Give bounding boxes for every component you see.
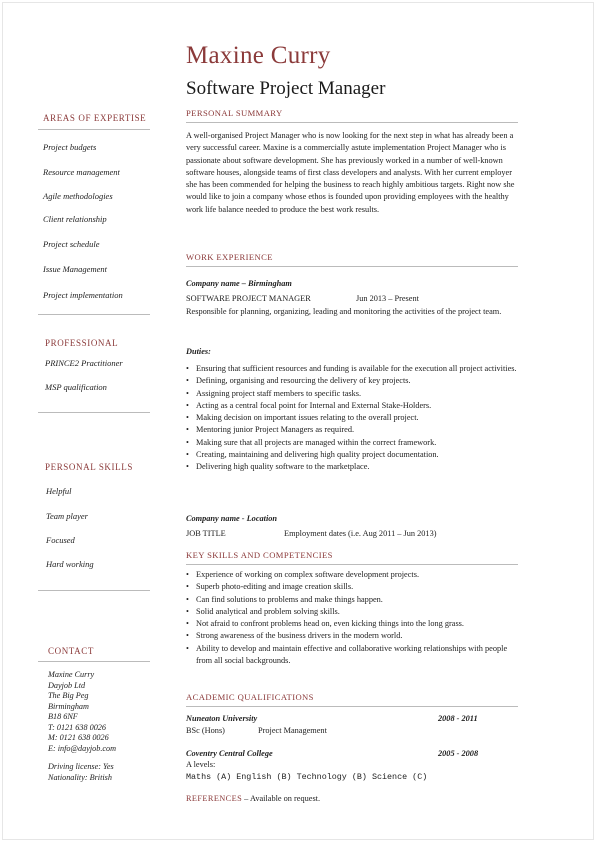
professional-item: MSP qualification: [45, 382, 107, 392]
alevels-grades: Maths (A) English (B) Technology (B) Science (C): [186, 772, 428, 782]
contact-line: Maxine Curry: [48, 670, 95, 679]
duties-list: [186, 363, 518, 474]
skill-item: Team player: [46, 511, 88, 521]
references-text: – Available on request.: [242, 794, 321, 803]
job2-company: Company name - Location: [186, 514, 278, 523]
list-item: • Making decision on important issues relating to the overall project.: [186, 412, 518, 424]
contact-line: Dayjob Ltd: [48, 680, 86, 690]
personal-skills-heading: PERSONAL SKILLS: [45, 462, 133, 472]
job1-description: Responsible for planning, organizing, leading and monitoring the activities of the project team.: [186, 307, 502, 316]
list-item: • Acting as a central focal point for Internal and External Stake-Holders.: [186, 400, 518, 412]
expertise-item: Issue Management: [43, 264, 107, 274]
expertise-item: Project schedule: [43, 239, 100, 249]
college-name: Coventry Central College: [186, 749, 273, 758]
college-dates: 2005 - 2008: [438, 749, 479, 758]
job1-dates: Jun 2013 – Present: [356, 294, 419, 303]
contact-line: The Big Peg: [48, 691, 89, 700]
academic-heading: ACADEMIC QUALIFICATIONS: [186, 692, 314, 702]
list-item: • Ensuring that sufficient resources and funding is available for the execution all project activities.: [186, 363, 518, 375]
contact-line: M: 0121 638 0026: [48, 733, 109, 742]
professional-heading: PROFESSIONAL: [45, 338, 119, 348]
list-item: • Creating, maintaining and delivering high quality project documentation.: [186, 449, 518, 461]
skill-item: Hard working: [46, 559, 94, 569]
professional-item: PRINCE2 Practitioner: [45, 358, 123, 368]
expertise-heading: AREAS OF EXPERTISE: [43, 113, 147, 123]
duties-heading: Duties:: [186, 347, 211, 356]
key-skills-list: [186, 569, 518, 667]
list-item: • Solid analytical and problem solving skills.: [186, 606, 518, 618]
sidebar-divider: [38, 590, 150, 591]
skill-item: Focused: [46, 535, 75, 545]
list-item: • Not afraid to confront problems head on, even kicking things into the long grass.: [186, 618, 518, 630]
expertise-item: Resource management: [43, 167, 120, 177]
candidate-name: Maxine Curry: [186, 42, 331, 69]
job2-dates: Employment dates (i.e. Aug 2011 – Jun 2013): [284, 529, 437, 538]
list-item: • Superb photo-editing and image creation skills.: [186, 581, 518, 593]
work-experience-divider: [186, 266, 518, 267]
expertise-divider: [38, 129, 150, 130]
sidebar-divider: [38, 412, 150, 413]
expertise-item: Project budgets: [43, 142, 97, 152]
list-item: • Mentoring junior Project Managers as required.: [186, 424, 518, 436]
nationality: Nationality: British: [48, 772, 112, 782]
academic-divider: [186, 706, 518, 707]
list-item: • Defining, organising and resourcing the delivery of key projects.: [186, 375, 518, 387]
list-item: • Strong awareness of the business drivers in the modern world.: [186, 630, 518, 642]
job-title: Software Project Manager: [186, 78, 386, 99]
list-item: • Making sure that all projects are managed within the correct framework.: [186, 437, 518, 449]
job1-role: SOFTWARE PROJECT MANAGER: [186, 294, 311, 303]
references-line: [186, 794, 320, 803]
key-skills-divider: [186, 564, 518, 565]
alevels-label: A levels:: [186, 760, 216, 769]
degree-subject: Project Management: [258, 726, 327, 735]
contact-divider: [38, 661, 150, 662]
contact-line: Birmingham: [48, 701, 89, 711]
references-heading: REFERENCES: [186, 794, 243, 803]
contact-line: T: 0121 638 0026: [48, 722, 106, 732]
expertise-item: Project implementation: [43, 290, 123, 300]
list-item: • Experience of working on complex software development projects.: [186, 569, 518, 581]
contact-line: B18 6NF: [48, 712, 78, 721]
skill-item: Helpful: [46, 486, 72, 496]
job2-role: JOB TITLE: [186, 529, 226, 538]
job1-company: Company name – Birmingham: [186, 279, 292, 288]
university-name: Nuneaton University: [186, 714, 258, 723]
university-dates: 2008 - 2011: [438, 714, 478, 723]
work-experience-heading: WORK EXPERIENCE: [186, 252, 273, 262]
key-skills-heading: KEY SKILLS AND COMPETENCIES: [186, 550, 333, 560]
list-item: • Ability to develop and maintain effective and collaborative working relationships with people from all social backgrounds.: [186, 643, 518, 668]
driving-license: Driving license: Yes: [48, 762, 114, 771]
expertise-item: Agile methodologies: [43, 191, 113, 201]
contact-email[interactable]: E: info@dayjob.com: [48, 743, 117, 753]
list-item: • Assigning project staff members to specific tasks.: [186, 388, 518, 400]
list-item: • Can find solutions to problems and make things happen.: [186, 594, 518, 606]
contact-heading: CONTACT: [48, 646, 94, 656]
list-item: • Delivering high quality software to the marketplace.: [186, 461, 518, 473]
degree-type: BSc (Hons): [186, 726, 225, 735]
summary-text: A well-organised Project Manager who is now looking for the next step in what has already been a very successful career. Maxine is a commercially astute implementation Project Manager who is passionate about software development. She has previously worked in a number of well-known software houses, alongside teams of first class developers and analysts. With her current employer she has been commended for helping the business to reach highly ambitious targets. Right now she would like to join a company whose ethos is founded upon providing employees with the healthy work life balance needed to produce the best work results.: [186, 131, 515, 214]
summary-heading: PERSONAL SUMMARY: [186, 108, 283, 118]
sidebar-divider: [38, 314, 150, 315]
expertise-item: Client relationship: [43, 214, 107, 224]
contact-block: [48, 670, 116, 783]
summary-divider: [186, 122, 518, 123]
